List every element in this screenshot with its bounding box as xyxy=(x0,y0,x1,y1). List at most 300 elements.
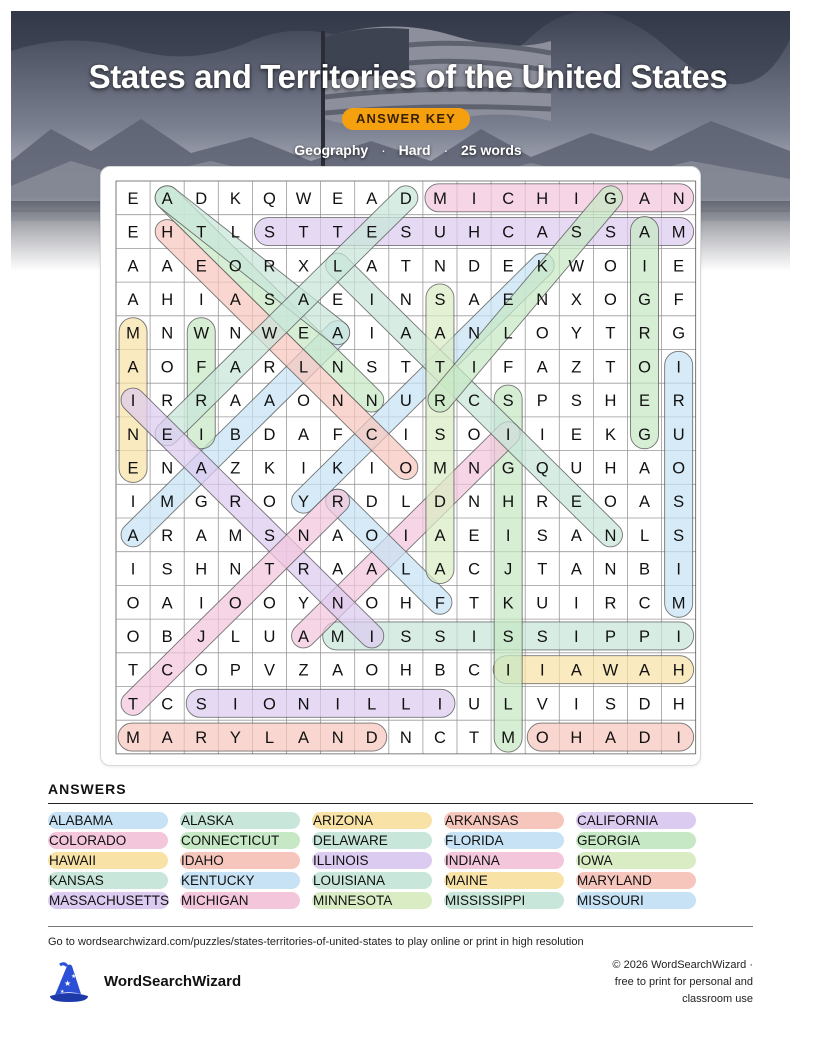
grid-cell[interactable]: A xyxy=(570,526,582,545)
grid-cell[interactable]: M xyxy=(228,526,243,545)
grid-cell[interactable]: E xyxy=(570,493,582,512)
grid-cell[interactable]: R xyxy=(161,526,174,545)
grid-cell[interactable]: O xyxy=(228,257,242,276)
grid-cell[interactable]: M xyxy=(433,459,447,478)
grid-cell[interactable]: X xyxy=(298,257,310,276)
grid-cell[interactable]: I xyxy=(471,358,477,377)
grid-cell[interactable]: A xyxy=(604,729,616,748)
grid-cell[interactable]: O xyxy=(604,493,617,512)
answer-item xyxy=(576,892,708,909)
grid-cell[interactable]: U xyxy=(672,425,685,444)
grid-cell[interactable]: E xyxy=(127,459,139,478)
grid-cell[interactable]: G xyxy=(604,189,617,208)
answer-word: COLORADO xyxy=(48,832,168,849)
grid-cell[interactable]: A xyxy=(332,661,344,680)
grid-cell[interactable]: A xyxy=(161,189,173,208)
grid-cell[interactable]: A xyxy=(570,560,582,579)
grid-cell[interactable]: S xyxy=(434,290,446,309)
grid-cell[interactable]: W xyxy=(295,189,312,208)
grid-cell[interactable]: J xyxy=(197,627,206,646)
grid-cell[interactable]: K xyxy=(332,459,344,478)
grid-cell[interactable]: I xyxy=(403,526,409,545)
grid-cell[interactable]: I xyxy=(505,526,511,545)
grid-cell[interactable]: E xyxy=(570,425,582,444)
grid-cell[interactable]: H xyxy=(570,729,583,748)
grid-cell[interactable]: C xyxy=(502,189,515,208)
grid-cell[interactable]: C xyxy=(468,392,481,411)
grid-cell[interactable]: L xyxy=(333,257,343,276)
grid-cell[interactable]: H xyxy=(672,661,685,680)
grid-cell[interactable]: E xyxy=(127,223,139,242)
grid-cell[interactable]: M xyxy=(160,493,175,512)
grid-cell[interactable]: N xyxy=(468,459,481,478)
grid-cell[interactable]: L xyxy=(503,695,513,714)
grid-cell[interactable]: O xyxy=(297,392,310,411)
grid-cell[interactable]: N xyxy=(161,459,174,478)
grid-cell[interactable]: C xyxy=(365,425,378,444)
grid-cell[interactable]: S xyxy=(195,695,207,714)
grid-cell[interactable]: D xyxy=(433,493,446,512)
grid-cell[interactable]: I xyxy=(369,290,375,309)
grid-cell[interactable]: C xyxy=(468,560,481,579)
grid-cell[interactable]: O xyxy=(604,257,617,276)
answer-word: MASSACHUSETTS xyxy=(49,893,170,908)
grid-cell[interactable]: B xyxy=(434,661,446,680)
answer-word: DELAWARE xyxy=(312,832,432,849)
grid-cell[interactable]: R xyxy=(536,493,549,512)
grid-cell[interactable]: A xyxy=(639,493,651,512)
grid-cell[interactable]: N xyxy=(229,560,242,579)
grid-cell[interactable]: A xyxy=(332,560,344,579)
grid-cell[interactable]: K xyxy=(604,425,616,444)
grid-cell[interactable]: Y xyxy=(570,324,582,343)
grid-cell[interactable]: N xyxy=(229,324,242,343)
grid-cell[interactable]: D xyxy=(365,493,378,512)
highlight-maryland xyxy=(118,723,387,751)
grid-cell[interactable]: A xyxy=(434,526,446,545)
grid-cell[interactable]: I xyxy=(198,594,204,613)
grid-cell[interactable]: A xyxy=(195,459,207,478)
grid-cell[interactable]: E xyxy=(502,257,514,276)
grid-cell[interactable]: R xyxy=(263,257,276,276)
grid-cell[interactable]: A xyxy=(229,358,241,377)
grid-cell[interactable]: X xyxy=(570,290,582,309)
grid-cell[interactable]: O xyxy=(535,729,549,748)
grid-cell[interactable]: M xyxy=(330,627,345,646)
grid-cell[interactable]: T xyxy=(605,358,616,377)
grid-cell[interactable]: L xyxy=(298,358,309,377)
grid-cell[interactable]: L xyxy=(401,560,411,579)
grid-cell[interactable]: O xyxy=(365,594,379,613)
grid-cell[interactable]: G xyxy=(501,459,515,478)
grid-cell[interactable]: R xyxy=(331,493,344,512)
grid-cell[interactable]: L xyxy=(230,627,240,646)
grid-cell[interactable]: E xyxy=(366,223,378,242)
grid-cell[interactable]: S xyxy=(434,425,446,444)
grid-cell[interactable]: N xyxy=(127,425,140,444)
grid-cell[interactable]: O xyxy=(638,358,651,377)
grid-cell[interactable]: M xyxy=(671,223,686,242)
grid-cell[interactable]: R xyxy=(263,358,276,377)
grid-cell[interactable]: U xyxy=(433,223,446,242)
grid-cell[interactable]: I xyxy=(233,695,238,714)
grid-cell[interactable]: A xyxy=(195,526,207,545)
grid-cell[interactable]: I xyxy=(574,594,579,613)
grid-cell[interactable]: S xyxy=(673,493,685,512)
grid-cell[interactable]: A xyxy=(161,729,173,748)
grid-cell[interactable]: Y xyxy=(229,729,241,748)
grid-cell[interactable]: C xyxy=(638,594,651,613)
grid-cell[interactable]: U xyxy=(468,695,481,714)
grid-cell[interactable]: O xyxy=(160,358,174,377)
grid-cell[interactable]: I xyxy=(130,493,136,512)
grid-cell[interactable]: H xyxy=(536,189,549,208)
grid-cell[interactable]: H xyxy=(399,594,412,613)
grid-cell[interactable]: A xyxy=(434,560,446,579)
grid-cell[interactable]: S xyxy=(263,290,275,309)
grid-cell[interactable]: D xyxy=(468,257,481,276)
grid-cell[interactable]: A xyxy=(639,661,651,680)
grid-cell[interactable]: Y xyxy=(298,594,310,613)
grid-cell[interactable]: C xyxy=(433,729,446,748)
grid-cell[interactable]: R xyxy=(672,392,685,411)
grid-cell[interactable]: T xyxy=(298,223,309,242)
grid-cell[interactable]: Z xyxy=(230,459,241,478)
grid-cell[interactable]: C xyxy=(468,661,481,680)
grid-cell[interactable]: E xyxy=(468,526,480,545)
grid-cell[interactable]: A xyxy=(366,560,378,579)
grid-cell[interactable]: N xyxy=(297,526,310,545)
grid-cell[interactable]: A xyxy=(639,189,651,208)
grid-cell[interactable]: A xyxy=(468,290,480,309)
grid-cell[interactable]: M xyxy=(671,594,686,613)
grid-cell[interactable]: O xyxy=(126,594,140,613)
grid-cell[interactable]: S xyxy=(536,627,548,646)
grid-cell[interactable]: H xyxy=(604,459,617,478)
grid-cell[interactable]: A xyxy=(366,189,378,208)
grid-cell[interactable]: U xyxy=(399,392,412,411)
grid-cell[interactable]: O xyxy=(467,425,481,444)
grid-cell[interactable]: I xyxy=(403,425,409,444)
grid-cell[interactable]: H xyxy=(195,560,208,579)
grid-cell[interactable]: F xyxy=(673,290,684,309)
grid-cell[interactable]: M xyxy=(126,729,140,748)
grid-cell[interactable]: A xyxy=(263,392,275,411)
grid-cell[interactable]: W xyxy=(193,324,210,343)
grid-cell[interactable]: Q xyxy=(263,189,276,208)
grid-cell[interactable]: S xyxy=(434,627,446,646)
grid-cell[interactable]: I xyxy=(471,189,477,208)
answer-word: HAWAII xyxy=(48,852,168,869)
grid-cell[interactable]: E xyxy=(195,257,207,276)
grid-cell[interactable]: A xyxy=(434,324,446,343)
grid-cell[interactable]: N xyxy=(331,594,344,613)
grid-cell[interactable]: I xyxy=(676,627,681,646)
grid-cell[interactable]: T xyxy=(469,729,480,748)
grid-cell[interactable]: Y xyxy=(298,493,310,512)
grid-cell[interactable]: N xyxy=(331,729,344,748)
grid-cell[interactable]: V xyxy=(263,661,275,680)
grid-cell[interactable]: S xyxy=(673,526,685,545)
grid-cell[interactable]: P xyxy=(536,392,548,411)
grid-cell[interactable]: L xyxy=(401,695,411,714)
grid-cell[interactable]: U xyxy=(570,459,583,478)
grid-cell[interactable]: M xyxy=(126,324,140,343)
grid-cell[interactable]: G xyxy=(638,425,651,444)
grid-cell[interactable]: N xyxy=(433,257,446,276)
grid-cell[interactable]: R xyxy=(604,594,617,613)
grid-cell[interactable]: T xyxy=(605,324,616,343)
grid-cell[interactable]: I xyxy=(574,695,579,714)
grid-cell[interactable]: N xyxy=(161,324,174,343)
grid-cell[interactable]: N xyxy=(604,560,617,579)
grid-cell[interactable]: M xyxy=(501,729,516,748)
grid-cell[interactable]: O xyxy=(126,627,140,646)
grid-cell[interactable]: U xyxy=(536,594,549,613)
grid-cell[interactable]: I xyxy=(130,392,136,411)
grid-cell[interactable]: E xyxy=(332,290,344,309)
grid-cell[interactable]: K xyxy=(229,189,241,208)
grid-cell[interactable]: A xyxy=(127,526,139,545)
grid-cell[interactable]: O xyxy=(263,695,276,714)
grid-cell[interactable]: A xyxy=(570,661,582,680)
grid-cell[interactable]: D xyxy=(638,729,651,748)
grid-cell[interactable]: E xyxy=(332,189,344,208)
grid-cell[interactable]: N xyxy=(297,695,310,714)
grid-cell[interactable]: N xyxy=(399,290,412,309)
grid-cell[interactable]: G xyxy=(638,290,651,309)
grid-cell[interactable]: T xyxy=(469,594,480,613)
grid-cell[interactable]: H xyxy=(502,493,515,512)
grid-cell[interactable]: I xyxy=(642,257,647,276)
grid-cell[interactable]: F xyxy=(434,594,445,613)
grid-cell[interactable]: W xyxy=(568,257,585,276)
grid-cell[interactable]: R xyxy=(161,392,174,411)
grid-cell[interactable]: K xyxy=(263,459,275,478)
grid-cell[interactable]: G xyxy=(194,493,208,512)
grid-cell[interactable]: S xyxy=(161,560,173,579)
grid-cell[interactable]: E xyxy=(161,425,173,444)
grid-cell[interactable]: M xyxy=(433,189,447,208)
grid-cell[interactable]: N xyxy=(468,324,481,343)
grid-cell[interactable]: I xyxy=(369,324,375,343)
grid-cell[interactable]: F xyxy=(332,425,343,444)
grid-cell[interactable]: I xyxy=(676,560,681,579)
grid-cell[interactable]: I xyxy=(505,425,511,444)
grid-cell[interactable]: S xyxy=(536,526,548,545)
grid-cell[interactable]: L xyxy=(503,324,513,343)
grid-cell[interactable]: E xyxy=(502,290,514,309)
grid-cell[interactable]: R xyxy=(638,324,651,343)
grid-cell[interactable]: A xyxy=(639,459,651,478)
grid-cell[interactable]: S xyxy=(400,223,412,242)
grid-cell[interactable]: I xyxy=(574,627,579,646)
grid-cell[interactable]: H xyxy=(161,223,174,242)
grid-cell[interactable]: A xyxy=(639,223,651,242)
grid-cell[interactable]: I xyxy=(369,459,375,478)
grid-cell[interactable]: O xyxy=(263,594,276,613)
grid-cell[interactable]: D xyxy=(638,695,651,714)
grid-cell[interactable]: O xyxy=(604,290,617,309)
grid-cell[interactable]: Z xyxy=(298,661,309,680)
grid-cell[interactable]: R xyxy=(433,392,446,411)
grid-cell[interactable]: C xyxy=(502,223,515,242)
grid-cell[interactable]: I xyxy=(471,627,477,646)
grid-cell[interactable]: R xyxy=(297,560,310,579)
grid-cell[interactable]: K xyxy=(502,594,514,613)
grid-cell[interactable]: I xyxy=(574,189,579,208)
grid-cell[interactable]: A xyxy=(332,526,344,545)
grid-cell[interactable]: I xyxy=(198,290,204,309)
grid-cell[interactable]: P xyxy=(229,661,241,680)
grid-cell[interactable]: I xyxy=(130,560,136,579)
grid-cell[interactable]: S xyxy=(502,627,514,646)
grid-cell[interactable]: O xyxy=(194,661,208,680)
grid-cell[interactable]: A xyxy=(536,358,548,377)
grid-cell[interactable]: T xyxy=(332,223,343,242)
grid-cell[interactable]: F xyxy=(196,358,207,377)
grid-cell[interactable]: T xyxy=(400,358,411,377)
grid-cell[interactable]: A xyxy=(536,223,548,242)
grid-cell[interactable]: S xyxy=(263,223,275,242)
grid-cell[interactable]: R xyxy=(229,493,242,512)
grid-cell[interactable]: N xyxy=(672,189,685,208)
grid-cell[interactable]: A xyxy=(366,257,378,276)
grid-cell[interactable]: H xyxy=(604,392,617,411)
grid-cell[interactable]: A xyxy=(298,627,310,646)
grid-cell[interactable]: H xyxy=(399,661,412,680)
grid-cell[interactable]: H xyxy=(161,290,174,309)
grid-cell[interactable]: N xyxy=(604,526,617,545)
grid-cell[interactable]: O xyxy=(365,661,379,680)
grid-cell[interactable]: L xyxy=(367,695,377,714)
grid-cell[interactable]: S xyxy=(400,627,412,646)
grid-cell[interactable]: W xyxy=(261,324,278,343)
grid-cell[interactable]: T xyxy=(537,560,548,579)
grid-cell[interactable]: T xyxy=(400,257,411,276)
grid-cell[interactable]: A xyxy=(127,257,139,276)
grid-cell[interactable]: B xyxy=(229,425,241,444)
grid-cell[interactable]: N xyxy=(331,392,344,411)
grid-cell[interactable]: T xyxy=(196,223,207,242)
grid-cell[interactable]: E xyxy=(639,392,651,411)
grid-cell[interactable]: E xyxy=(673,257,685,276)
grid-cell[interactable]: G xyxy=(672,324,686,343)
grid-cell[interactable]: N xyxy=(331,358,344,377)
grid-cell[interactable]: D xyxy=(399,189,412,208)
grid-cell[interactable]: I xyxy=(539,661,545,680)
grid-cell[interactable]: A xyxy=(229,392,241,411)
grid-cell[interactable]: I xyxy=(437,695,443,714)
grid-cell[interactable]: L xyxy=(230,223,240,242)
grid-cell[interactable]: A xyxy=(161,257,173,276)
grid-cell[interactable]: I xyxy=(539,425,545,444)
grid-cell[interactable]: O xyxy=(399,459,413,478)
copyright-line: classroom use xyxy=(682,993,753,1005)
grid-cell[interactable]: S xyxy=(604,695,616,714)
grid-cell[interactable]: I xyxy=(369,627,375,646)
grid-cell[interactable]: I xyxy=(676,729,681,748)
grid-cell[interactable]: L xyxy=(264,729,275,748)
grid-cell[interactable]: C xyxy=(161,695,174,714)
grid-cell[interactable]: B xyxy=(639,560,651,579)
grid-cell[interactable]: S xyxy=(502,392,514,411)
grid-cell[interactable]: D xyxy=(195,189,208,208)
grid-cell[interactable]: Z xyxy=(571,358,582,377)
grid-cell[interactable]: O xyxy=(672,459,686,478)
grid-cell[interactable]: A xyxy=(161,594,173,613)
grid-cell[interactable]: F xyxy=(503,358,514,377)
grid-cell[interactable]: R xyxy=(195,729,208,748)
copyright-line: free to print for personal and xyxy=(614,976,753,988)
grid-cell[interactable]: I xyxy=(505,661,511,680)
answer-word: MISSOURI xyxy=(576,892,696,909)
grid-cell[interactable]: I xyxy=(676,358,681,377)
grid-cell[interactable]: L xyxy=(639,526,650,545)
grid-cell[interactable]: S xyxy=(604,223,616,242)
grid-cell[interactable]: O xyxy=(228,594,242,613)
grid-cell[interactable]: O xyxy=(365,526,379,545)
grid-cell[interactable]: H xyxy=(672,695,685,714)
grid-cell[interactable]: A xyxy=(127,290,139,309)
grid-cell[interactable]: A xyxy=(400,324,412,343)
grid-cell[interactable]: T xyxy=(434,358,445,377)
answer-word: ARIZONA xyxy=(312,812,432,829)
grid-cell[interactable]: T xyxy=(128,695,139,714)
grid-cell[interactable]: V xyxy=(536,695,548,714)
grid-cell[interactable]: P xyxy=(604,627,616,646)
grid-cell[interactable]: A xyxy=(298,729,310,748)
grid-cell[interactable]: I xyxy=(198,425,204,444)
grid-cell[interactable]: S xyxy=(570,392,582,411)
grid-cell[interactable]: W xyxy=(602,661,619,680)
grid-cell[interactable]: H xyxy=(468,223,481,242)
grid-cell[interactable]: A xyxy=(298,290,310,309)
grid-cell[interactable]: I xyxy=(301,459,306,478)
grid-cell[interactable]: S xyxy=(570,223,582,242)
grid-cell[interactable]: A xyxy=(229,290,241,309)
grid-cell[interactable]: A xyxy=(332,324,344,343)
grid-cell[interactable]: N xyxy=(399,729,412,748)
grid-cell[interactable]: O xyxy=(263,493,276,512)
grid-cell[interactable]: N xyxy=(365,392,378,411)
grid-cell[interactable]: N xyxy=(536,290,549,309)
grid-cell[interactable]: A xyxy=(127,358,139,377)
grid-cell[interactable]: L xyxy=(401,493,411,512)
grid-cell[interactable]: R xyxy=(195,392,208,411)
grid-cell[interactable]: J xyxy=(504,560,513,579)
grid-cell[interactable]: K xyxy=(536,257,548,276)
grid-cell[interactable]: E xyxy=(298,324,310,343)
grid-cell[interactable]: T xyxy=(264,560,275,579)
grid-cell[interactable]: T xyxy=(128,661,139,680)
grid-cell[interactable]: O xyxy=(535,324,549,343)
grid-cell[interactable]: D xyxy=(263,425,276,444)
grid-cell[interactable]: B xyxy=(161,627,173,646)
grid-cell[interactable]: S xyxy=(263,526,275,545)
grid-cell[interactable]: E xyxy=(127,189,139,208)
grid-cell[interactable]: I xyxy=(335,695,340,714)
grid-cell[interactable]: C xyxy=(161,661,174,680)
grid-cell[interactable]: U xyxy=(263,627,276,646)
grid-cell[interactable]: N xyxy=(468,493,481,512)
grid-cell[interactable]: S xyxy=(366,358,378,377)
grid-cell[interactable]: Q xyxy=(535,459,549,478)
answer-word: CALIFORNIA xyxy=(576,812,696,829)
grid-cell[interactable]: P xyxy=(639,627,651,646)
grid-cell[interactable]: D xyxy=(365,729,378,748)
grid-cell[interactable]: A xyxy=(298,425,310,444)
